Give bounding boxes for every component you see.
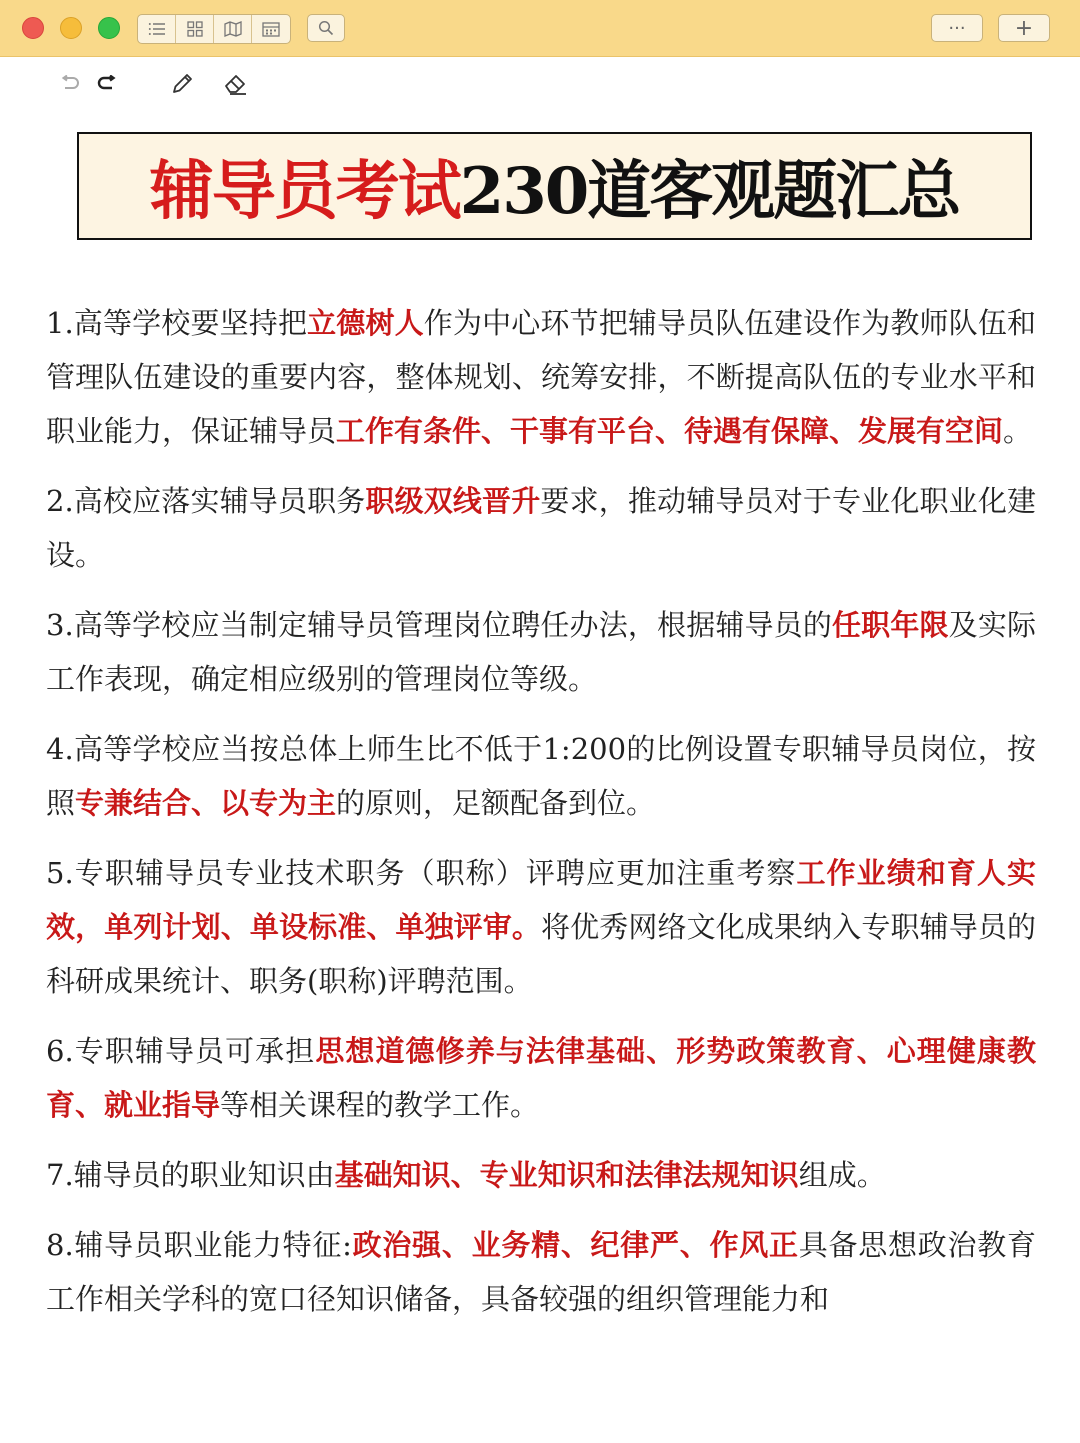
question-paragraph bbox=[46, 846, 1036, 1008]
body-text: 6.专职辅导员可承担 bbox=[46, 1034, 316, 1068]
search-icon bbox=[318, 20, 334, 36]
add-button[interactable]: + bbox=[998, 14, 1050, 42]
highlighted-text: 思想道德修养与法律基础、形势政策教育、心理健康教育、就业指导 bbox=[46, 1034, 1036, 1122]
body-text: 组成。 bbox=[798, 1158, 886, 1192]
document-title bbox=[77, 132, 1032, 240]
body-text: 7.辅导员的职业知识由 bbox=[46, 1158, 335, 1192]
highlighted-text: 工作业绩和育人实效，单列计划、单设标准、单独评审。 bbox=[46, 856, 1036, 944]
undo-button[interactable] bbox=[55, 69, 85, 99]
maximize-window-button[interactable] bbox=[98, 17, 120, 39]
body-text: 作为中心环节把辅导员队伍建设作为教师队伍和管理队伍建设的重要内容，整体规划、统筹安排，不断提高队伍的专业水平和职业能力，保证辅导员 bbox=[46, 306, 1036, 448]
highlighted-text: 职级双线晋升 bbox=[365, 484, 541, 518]
body-text: 5.专职辅导员专业技术职务（职称）评聘应更加注重考察 bbox=[46, 856, 797, 890]
traffic-lights bbox=[22, 17, 120, 39]
body-text: 3.高等学校应当制定辅导员管理岗位聘任办法，根据辅导员的 bbox=[46, 608, 833, 642]
redo-icon bbox=[96, 75, 118, 93]
undo-icon bbox=[59, 75, 81, 93]
title-part-red: 辅导员考试 bbox=[149, 154, 460, 229]
body-text: 4.高等学校应当按总体上师生比不低于1:200的比例设置专职辅导员岗位，按照 bbox=[46, 732, 1036, 820]
body-text: 2.高校应落实辅导员职务 bbox=[46, 484, 366, 518]
question-paragraph bbox=[46, 296, 1036, 458]
body-text: 将优秀网络文化成果纳入专职辅导员的科研成果统计、职务(职称)评聘范围。 bbox=[46, 910, 1036, 998]
body-text: 要求，推动辅导员对于专业化职业化建设。 bbox=[46, 484, 1036, 572]
pencil-icon bbox=[170, 72, 194, 96]
list-view-icon bbox=[148, 22, 166, 36]
body-text: 。 bbox=[1003, 414, 1033, 448]
title-part-dark: 230道客观题汇总 bbox=[459, 154, 960, 229]
body-text: 具备思想政治教育工作相关学科的宽口径知识储备，具备较强的组织管理能力和 bbox=[46, 1228, 1036, 1316]
highlighted-text: 工作有条件、干事有平台、待遇有保障、发展有空间 bbox=[336, 414, 1004, 448]
pencil-tool-button[interactable] bbox=[167, 69, 197, 99]
document-body bbox=[46, 296, 1036, 1342]
redo-button[interactable] bbox=[92, 69, 122, 99]
window-titlebar bbox=[0, 0, 1080, 57]
calendar-view-button[interactable] bbox=[252, 15, 290, 43]
body-text: 8.辅导员职业能力特征: bbox=[46, 1228, 352, 1262]
more-options-button[interactable]: ··· bbox=[931, 14, 983, 42]
map-view-button[interactable] bbox=[214, 15, 252, 43]
eraser-icon bbox=[223, 72, 249, 96]
question-paragraph bbox=[46, 474, 1036, 582]
edit-toolbar bbox=[0, 57, 1080, 113]
body-text: 1.高等学校要坚持把 bbox=[46, 306, 308, 340]
eraser-tool-button[interactable] bbox=[221, 69, 251, 99]
question-paragraph bbox=[46, 1218, 1036, 1326]
body-text: 的原则，足额配备到位。 bbox=[336, 786, 656, 820]
search-button[interactable] bbox=[307, 14, 345, 42]
highlighted-text: 立德树人 bbox=[307, 306, 424, 340]
calendar-view-icon bbox=[262, 21, 280, 37]
view-switcher bbox=[137, 14, 291, 44]
close-window-button[interactable] bbox=[22, 17, 44, 39]
body-text: 等相关课程的教学工作。 bbox=[220, 1088, 540, 1122]
body-text: 及实际工作表现，确定相应级别的管理岗位等级。 bbox=[46, 608, 1036, 696]
highlighted-text: 任职年限 bbox=[832, 608, 949, 642]
question-paragraph bbox=[46, 598, 1036, 706]
map-view-icon bbox=[224, 21, 242, 37]
highlighted-text: 基础知识、专业知识和法律法规知识 bbox=[334, 1158, 799, 1192]
grid-view-icon bbox=[187, 21, 203, 37]
question-paragraph bbox=[46, 722, 1036, 830]
list-view-button[interactable] bbox=[138, 15, 176, 43]
grid-view-button[interactable] bbox=[176, 15, 214, 43]
highlighted-text: 政治强、业务精、纪律严、作风正 bbox=[351, 1228, 799, 1262]
question-paragraph bbox=[46, 1148, 1036, 1202]
minimize-window-button[interactable] bbox=[60, 17, 82, 39]
highlighted-text: 专兼结合、以专为主 bbox=[75, 786, 337, 820]
question-paragraph bbox=[46, 1024, 1036, 1132]
